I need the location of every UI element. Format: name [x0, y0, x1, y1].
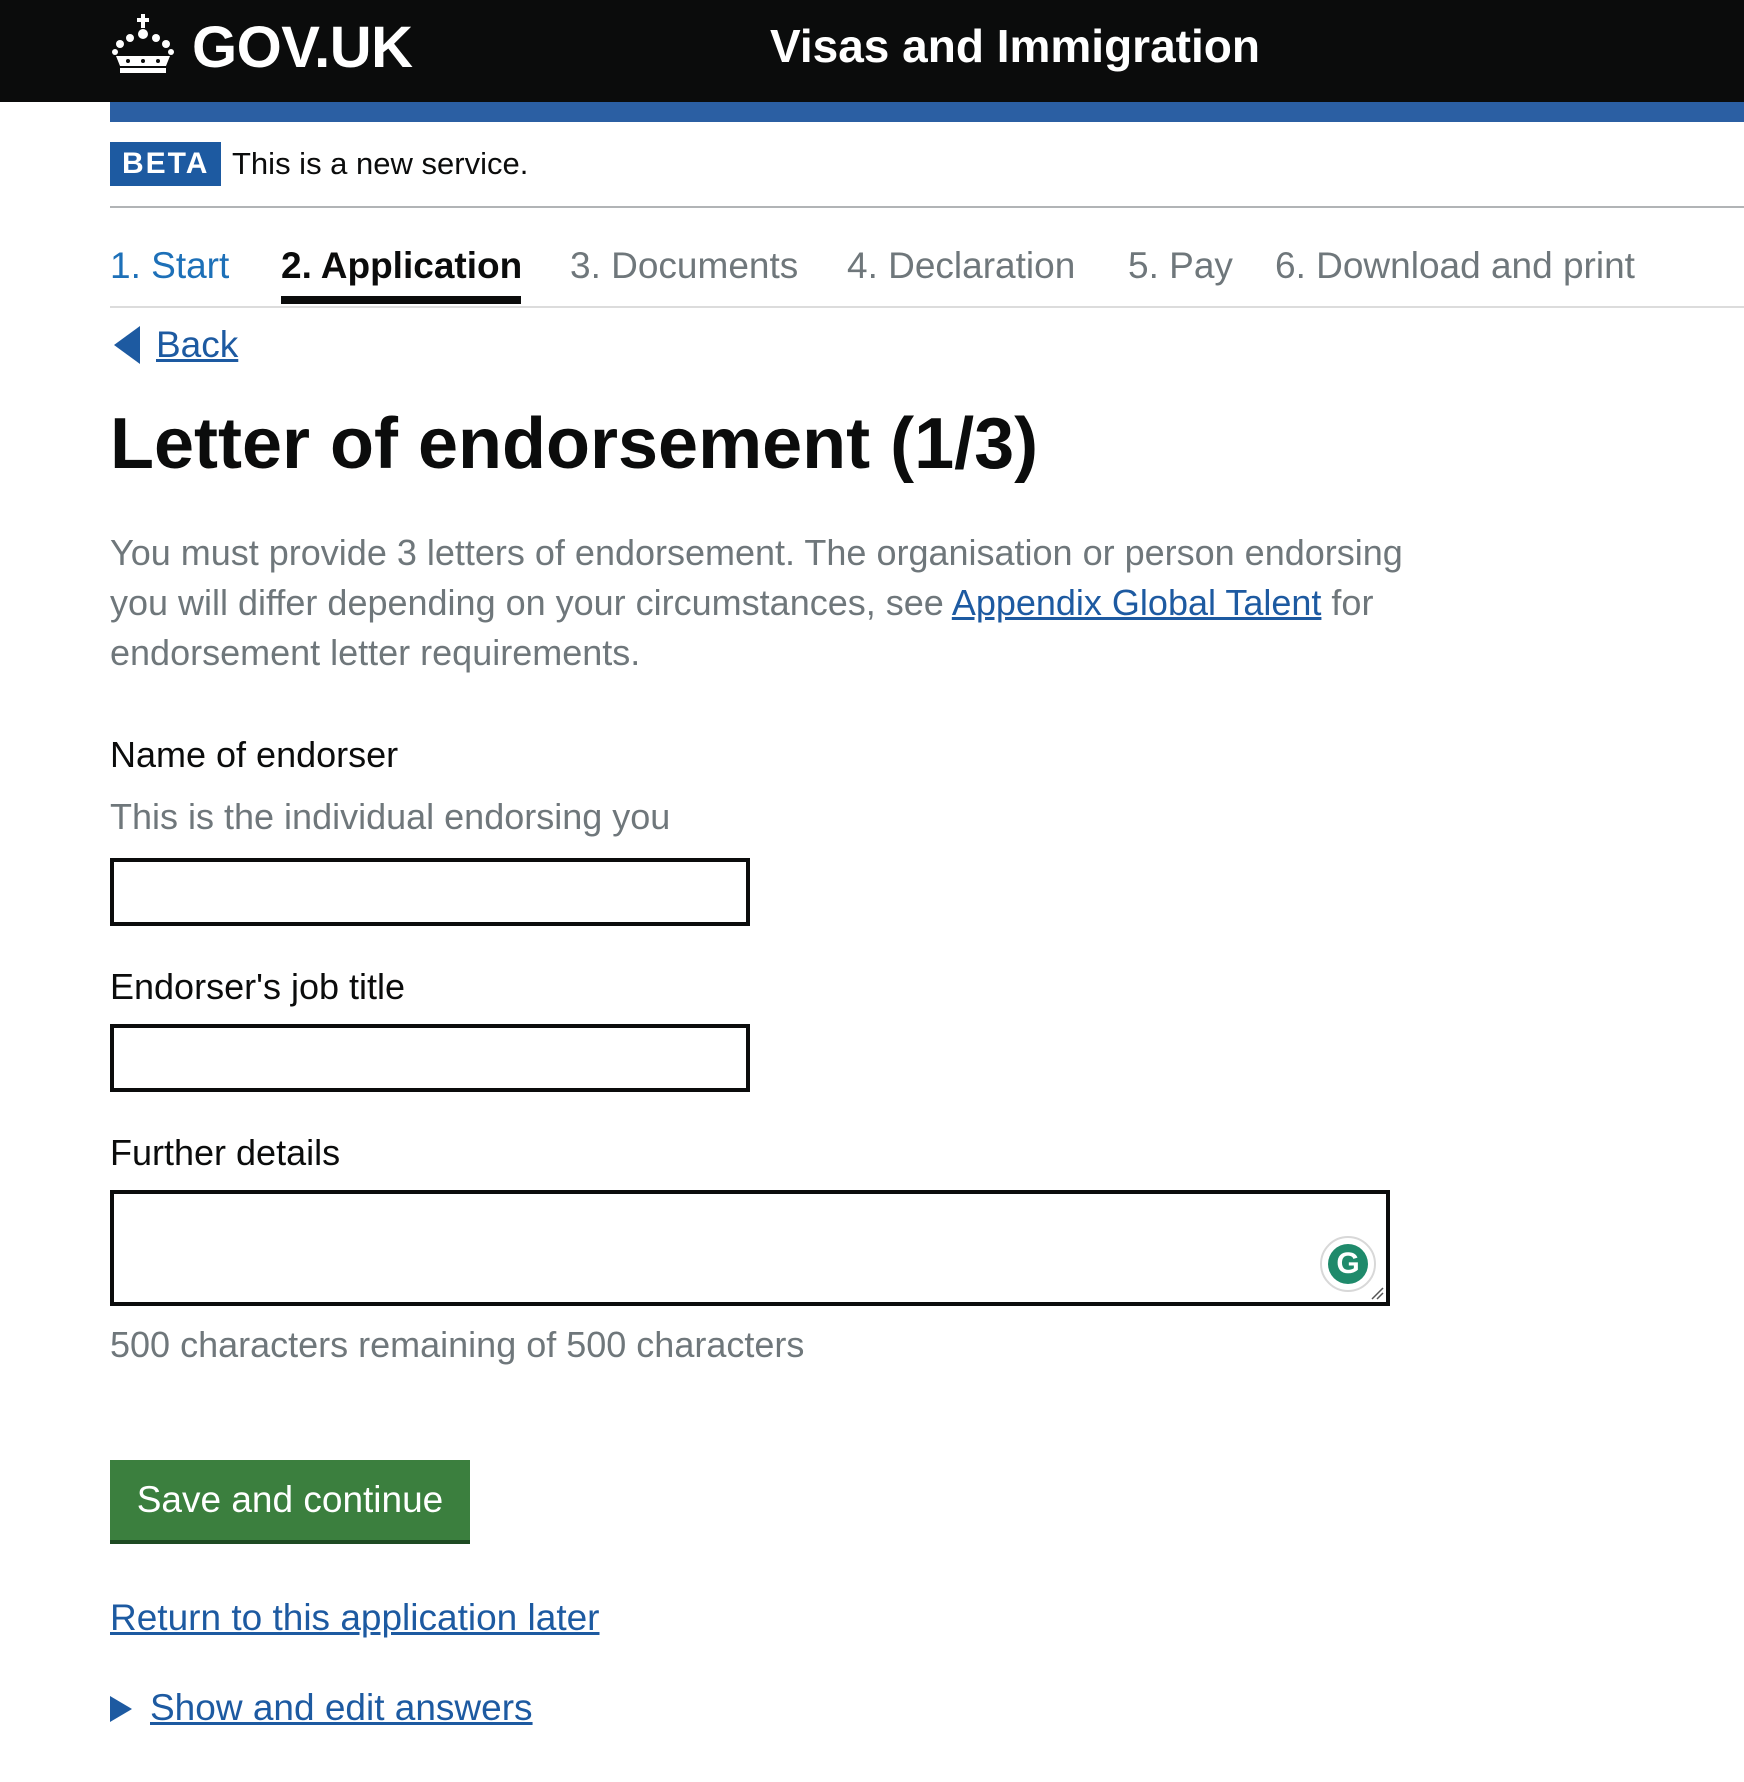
resize-handle-icon[interactable] [1370, 1286, 1384, 1300]
save-and-continue-button[interactable]: Save and continue [110, 1460, 470, 1540]
page-title: Letter of endorsement (1/3) [110, 404, 1039, 484]
step-application: 2. Application [281, 245, 523, 286]
job-title-label: Endorser's job title [110, 966, 406, 1007]
triangle-right-icon [110, 1696, 132, 1722]
intro-text-end: for endorsement letter requirements. [110, 582, 1374, 673]
job-title-input[interactable] [110, 1024, 750, 1092]
back-arrow-icon [114, 326, 140, 364]
name-of-endorser-label: Name of endorser [110, 734, 399, 775]
phase-banner-text: This is a new service. [232, 146, 529, 181]
back-link-label[interactable]: Back [156, 324, 239, 365]
beta-tag: BETA [110, 142, 221, 186]
return-later-link[interactable]: Return to this application later [110, 1597, 600, 1638]
crown-icon [112, 14, 174, 74]
character-count: 500 characters remaining of 500 characters [110, 1324, 805, 1365]
service-name[interactable]: Visas and Immigration [770, 20, 1260, 72]
step-start[interactable]: 1. Start [110, 245, 230, 286]
name-of-endorser-hint: This is the individual endorsing you [110, 796, 671, 837]
step-download-and-print: 6. Download and print [1275, 245, 1635, 286]
step-documents: 3. Documents [570, 245, 799, 286]
further-details-textarea[interactable] [110, 1190, 1390, 1306]
step-pay: 5. Pay [1128, 245, 1233, 286]
intro-text-start: You must provide 3 letters of endorsement. The organisation or person endorsing you will differ depending on your circumstances, see [110, 532, 1403, 623]
phase-banner [110, 142, 1744, 208]
step-navigation [110, 238, 1744, 308]
govuk-logo[interactable]: GOV.UK [192, 15, 413, 80]
current-step-indicator [281, 296, 521, 304]
further-details-label: Further details [110, 1132, 341, 1173]
site-header [0, 0, 1744, 102]
grammarly-icon[interactable]: G [1320, 1236, 1376, 1292]
step-declaration: 4. Declaration [847, 245, 1076, 286]
appendix-global-talent-link[interactable]: Appendix Global Talent [951, 582, 1322, 623]
header-blue-bar [110, 102, 1744, 122]
intro-paragraph [110, 528, 1440, 678]
name-of-endorser-input[interactable] [110, 858, 750, 926]
show-edit-answers-label[interactable]: Show and edit answers [150, 1687, 533, 1728]
